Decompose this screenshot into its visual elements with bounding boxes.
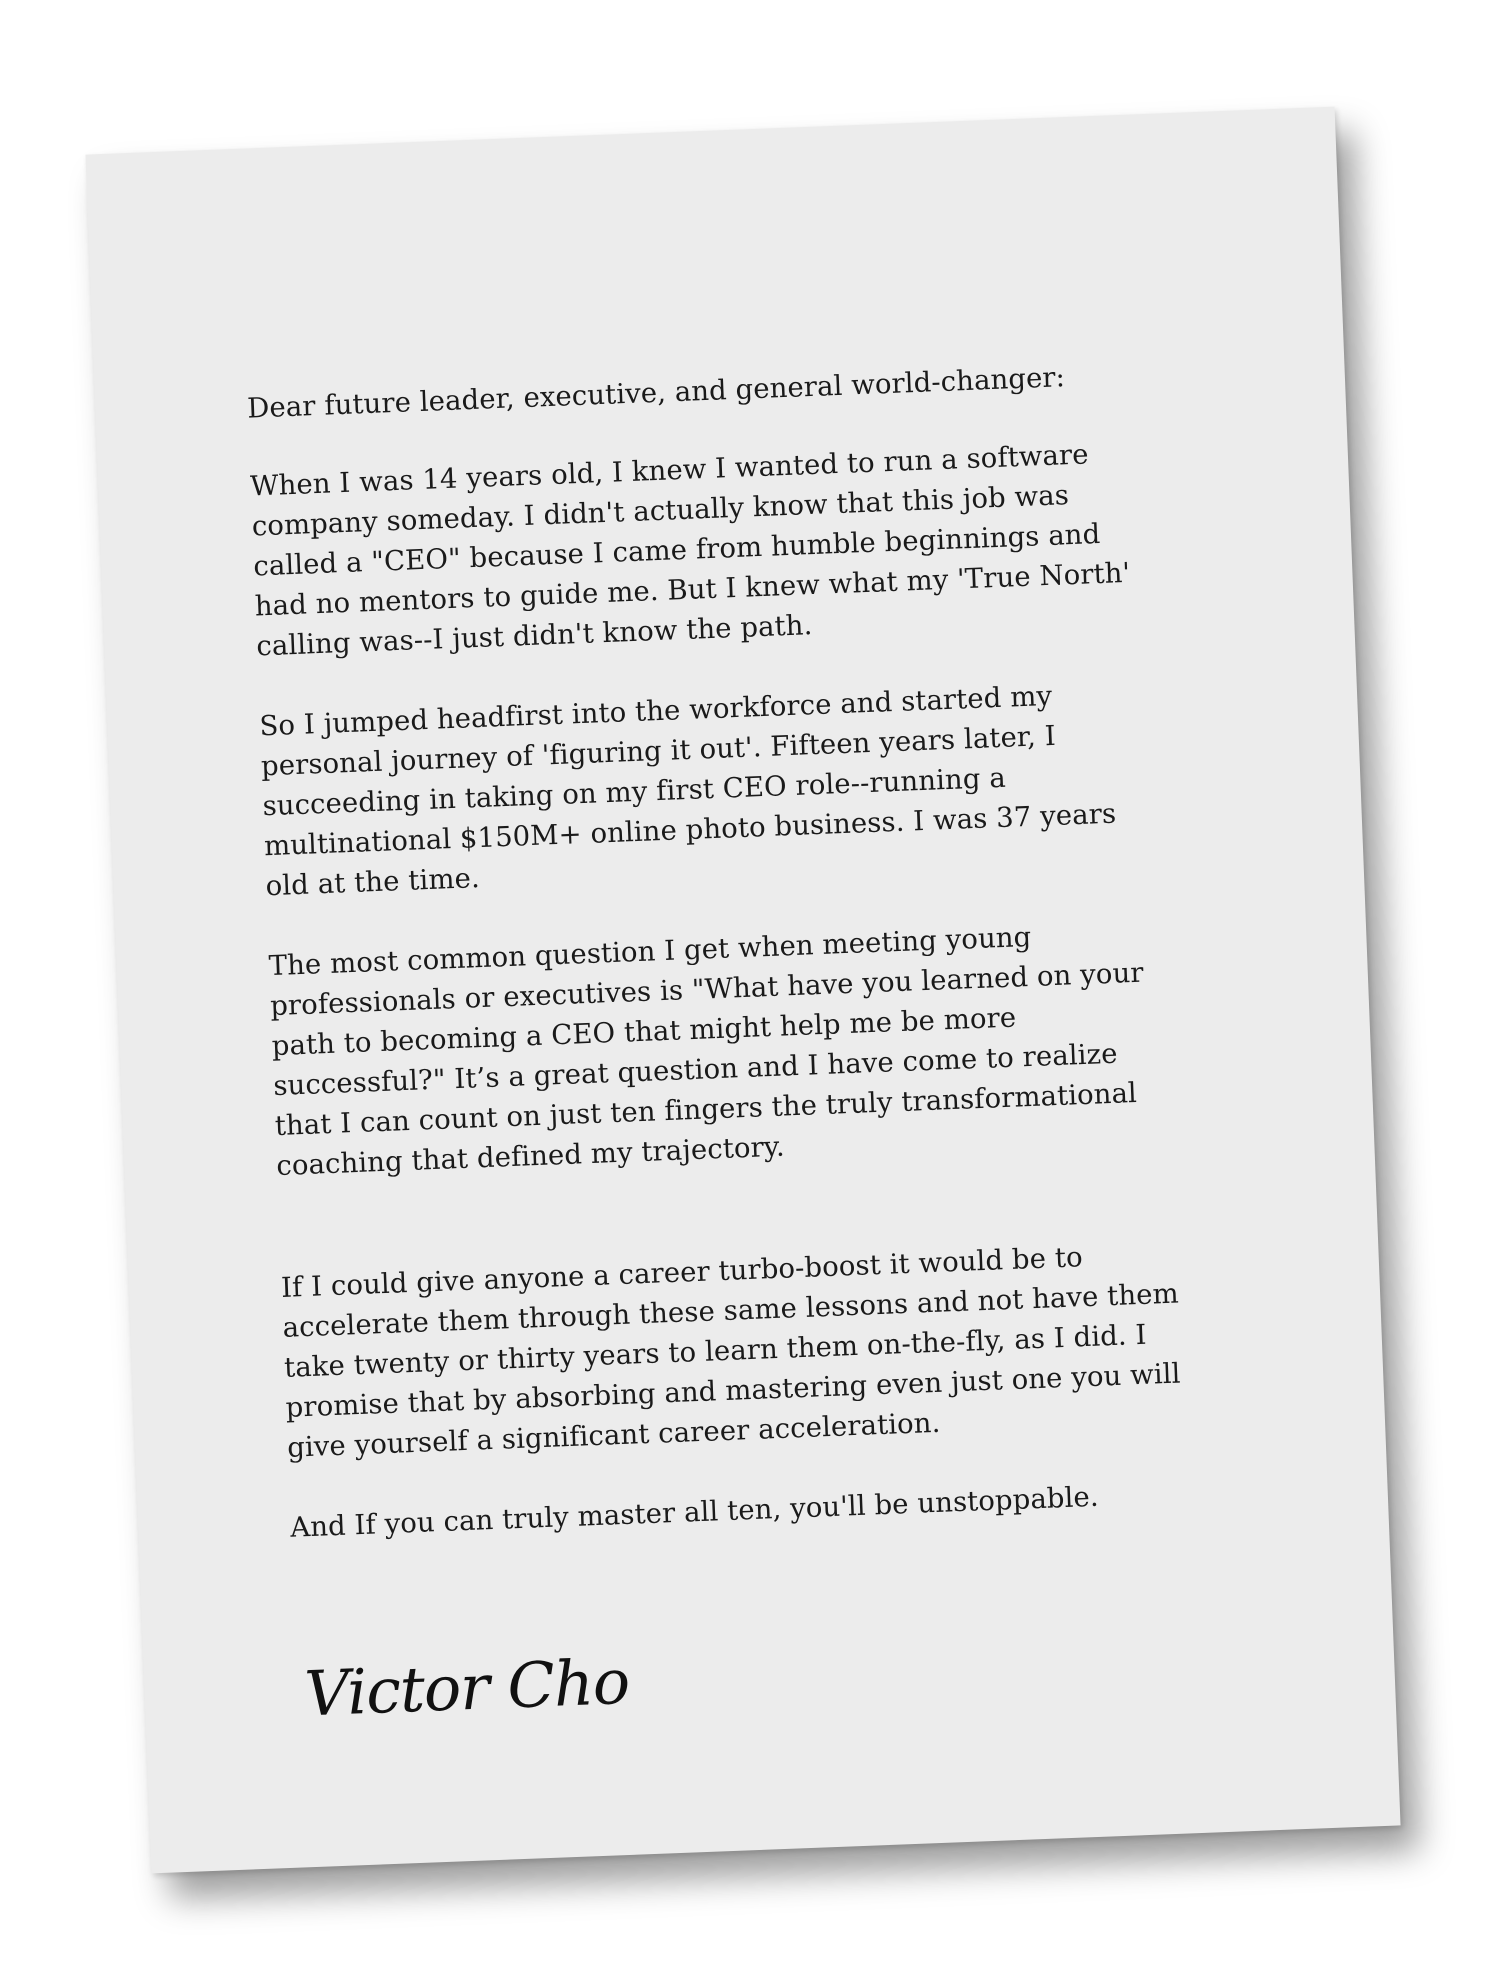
- salutation: Dear future leader, executive, and general world-changer:: [246, 361, 1066, 425]
- paragraph-career-journey: So I jumped headfirst into the workforce and started my personal journey of 'figuring it out'. Fifteen years later, I succeeding in taking on my first CEO role--running a multinational $150M+ online photo business. I was 37 years old at the time.: [258, 679, 1117, 903]
- paragraph-childhood: When I was 14 years old, I knew I wanted to run a software company someday. I didn't actually know that this job was called a "CEO" because I came from humble beginnings and had no mentors to guide me. But I knew what my 'True North' calling was--I just didn't know the path.: [249, 438, 1131, 663]
- paragraph-common-question: The most common question I get when meeting young professionals or executives is "What have you learned on your path to becoming a CEO that might help me be more successful?" It’s a great question and I have come to realize that I can count on just ten fingers the truly transformational coaching that defined my trajectory.: [268, 920, 1145, 1183]
- letter-body: [247, 354, 1189, 1548]
- letter-sheet: [85, 107, 1400, 1874]
- closing-line: And If you can truly master all ten, you'll be unstoppable.: [289, 1480, 1100, 1544]
- signature: Victor Cho: [303, 1644, 631, 1731]
- paragraph-turbo-boost: If I could give anyone a career turbo-boost it would be to accelerate them through these same lessons and not have them take twenty or thirty years to learn them on-the-fly, as I did. I promise that by absorbing and mastering even just one you will give yourself a significant career acceleration.: [280, 1241, 1182, 1464]
